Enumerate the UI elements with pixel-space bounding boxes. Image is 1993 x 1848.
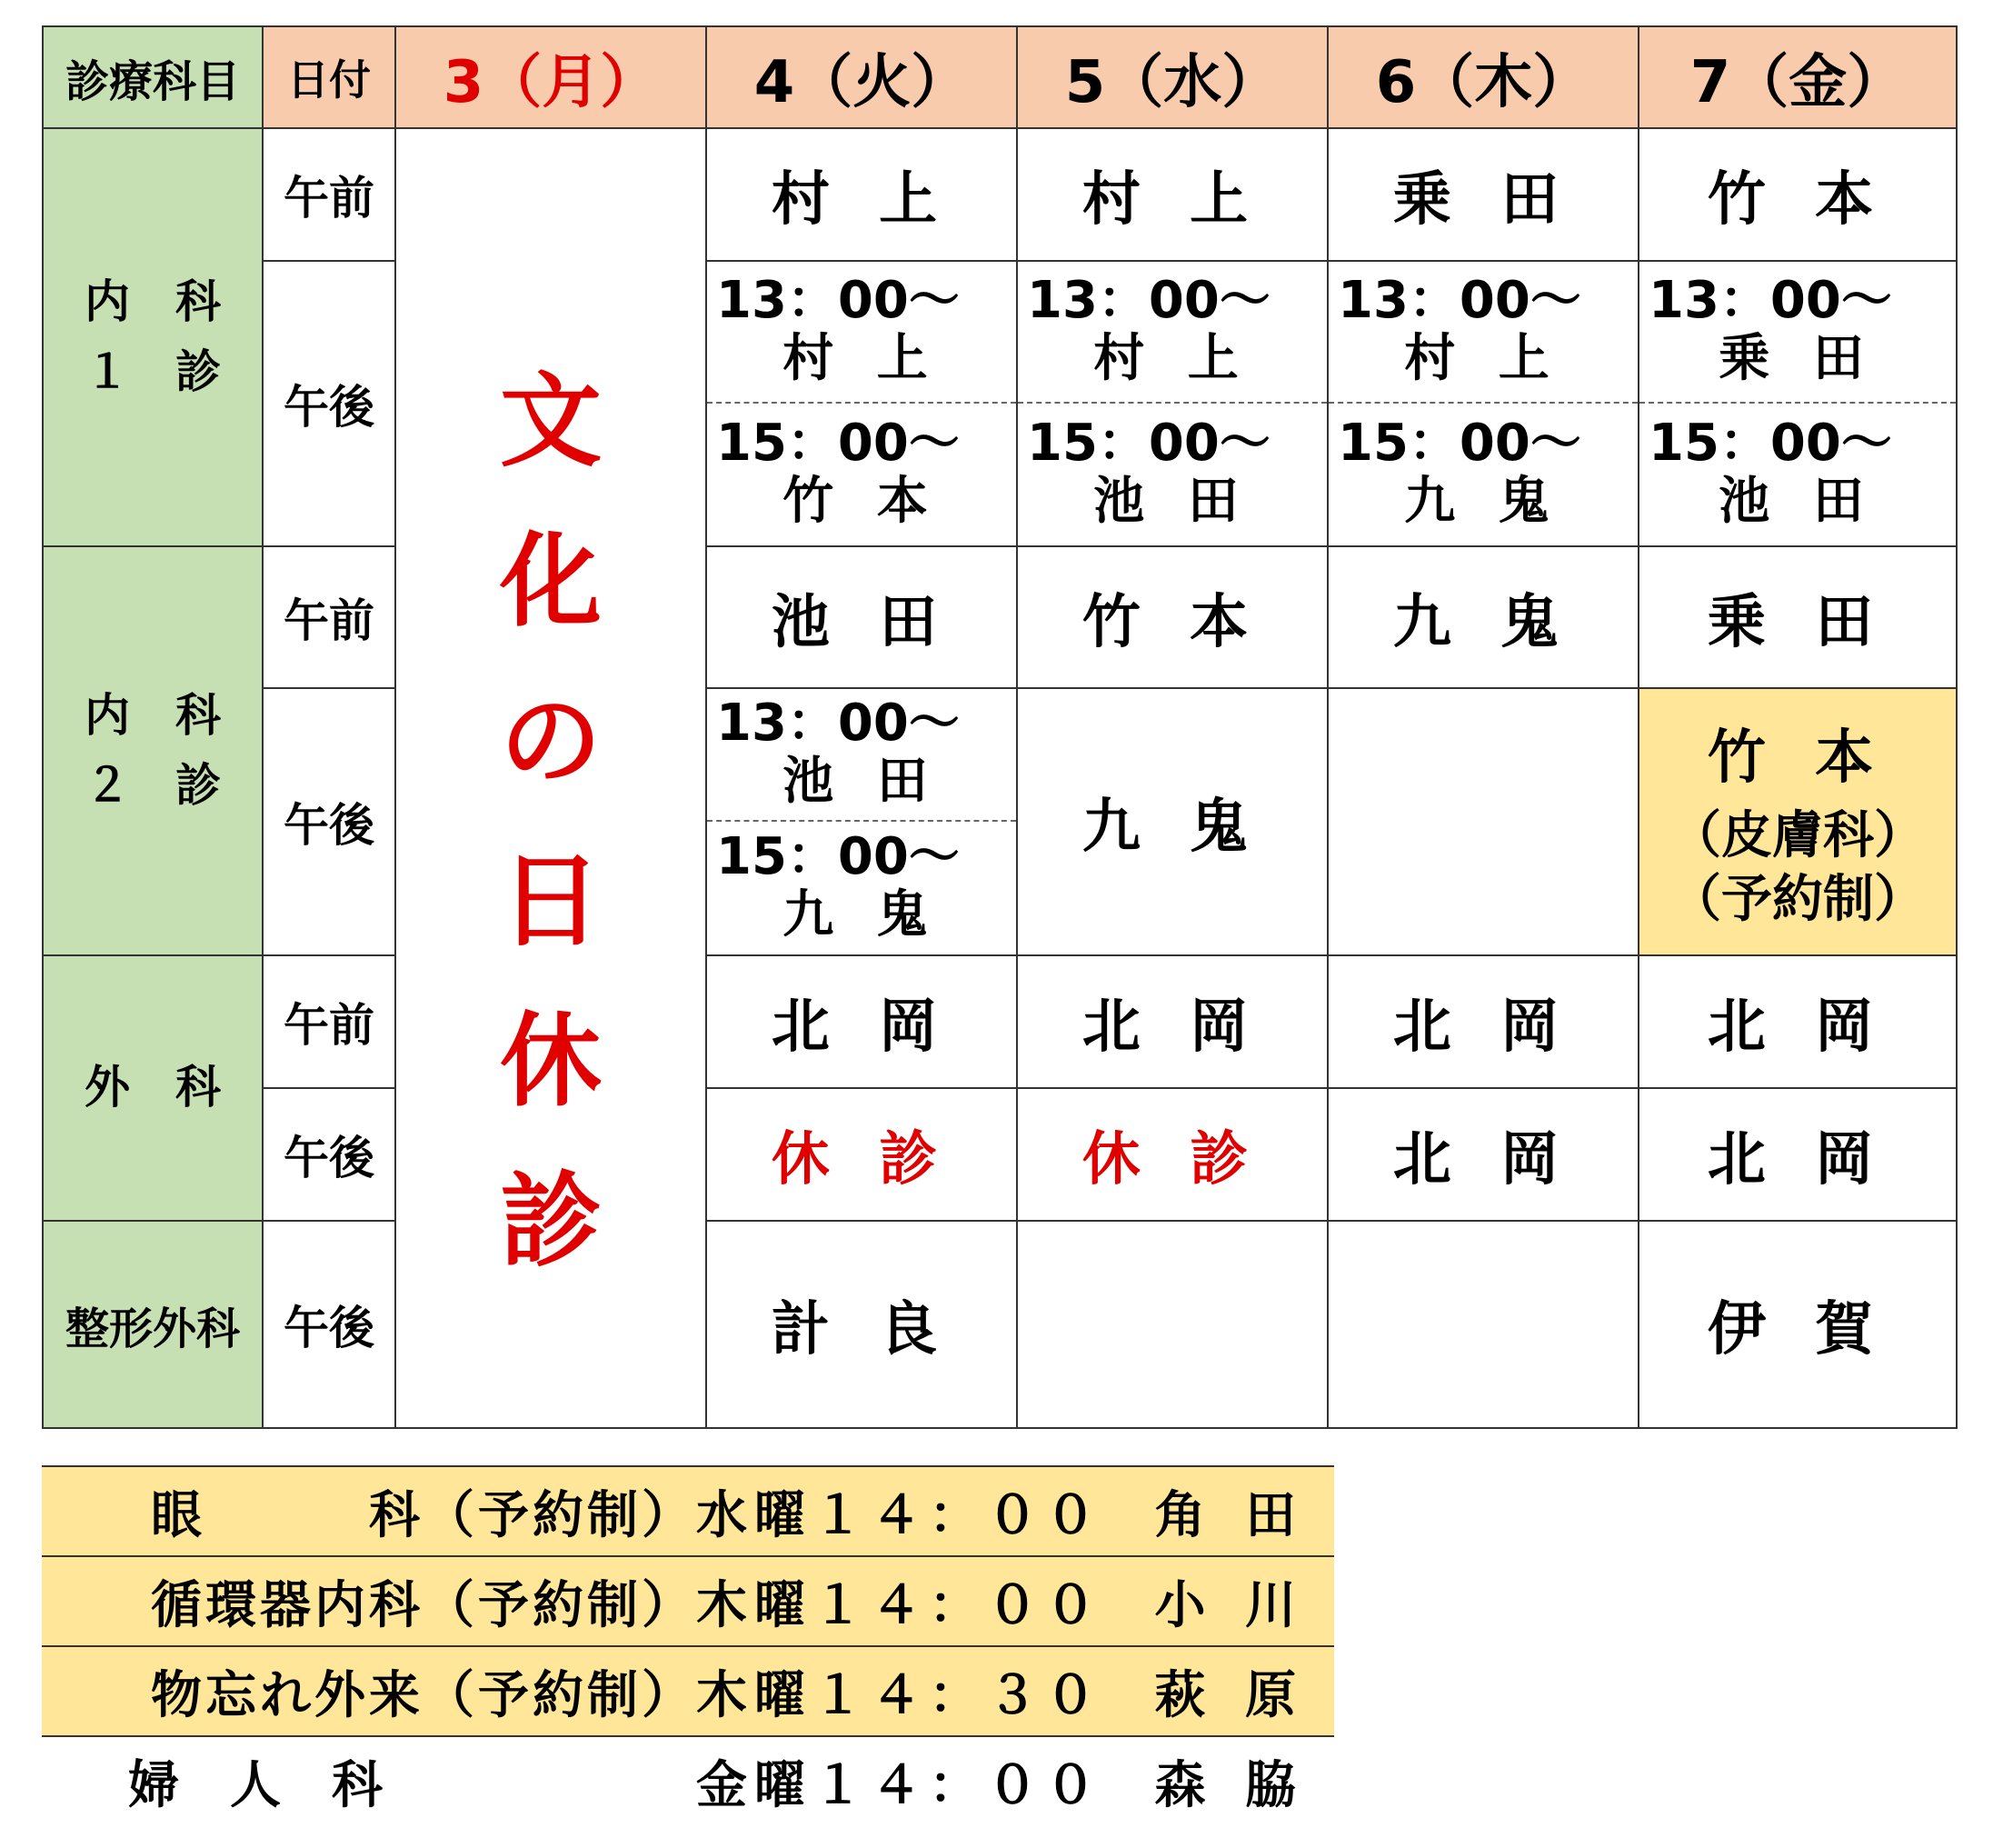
doctor-cell: 乗 田 [1639, 546, 1957, 688]
period-pm: 午後 [263, 261, 395, 546]
day-header-wed: 5（水） [1017, 26, 1328, 128]
naika1-label [43, 128, 263, 546]
doctor-cell: 九 鬼 [1017, 688, 1328, 955]
doctor-cell: 北 岡 [1639, 1088, 1957, 1221]
naika2-label [43, 546, 263, 955]
doctor-cell: 村 上 [706, 128, 1017, 261]
doctor-cell: 北 岡 [1639, 955, 1957, 1088]
dept-header: 診療科目 [43, 26, 263, 128]
extra-dept: 物忘れ外来（予約制） [42, 1646, 696, 1736]
holiday-char: 診 [500, 1163, 602, 1281]
extra-row [42, 1556, 1334, 1646]
day-header-tue: 4（火） [706, 26, 1017, 128]
naika1-label-line2: １ 診 [85, 345, 221, 398]
extra-row [42, 1646, 1334, 1736]
geka-am-row [43, 955, 1957, 1088]
period-pm: 午後 [263, 688, 395, 955]
doctor-cell: 北 岡 [1017, 955, 1328, 1088]
holiday-char: の [500, 683, 602, 801]
pm-split-cell [706, 688, 1017, 955]
extra-doctor: 森 脇 [1154, 1755, 1307, 1815]
holiday-cell [395, 128, 706, 1428]
day-header-fri: 7（金） [1639, 26, 1957, 128]
dermatology-cell [1639, 688, 1957, 955]
extra-doctor: 角 田 [1123, 1466, 1334, 1556]
period-am: 午前 [263, 955, 395, 1088]
naika2-label-line1: 内 科 [85, 688, 221, 742]
extra-time: 金曜１４：００ [696, 1755, 1103, 1815]
doctor-cell: 村 上 [1017, 128, 1328, 261]
period-pm: 午後 [263, 1221, 395, 1428]
extra-doctor: 萩 原 [1123, 1646, 1334, 1736]
slot-time: 13：00～ [1338, 271, 1581, 330]
doctor-cell: 竹 本 [1639, 128, 1957, 261]
holiday-char: 化 [500, 523, 602, 641]
seikei-label: 整形外科 [43, 1221, 263, 1428]
doctor-cell-empty [1328, 1221, 1639, 1428]
closed-cell: 休 診 [706, 1088, 1017, 1221]
slot-doctor: 村 上 [1404, 328, 1562, 388]
doctor-cell: 池 田 [706, 546, 1017, 688]
naika2-am-row [43, 546, 1957, 688]
day-header-mon: 3（月） [395, 26, 706, 128]
naika2-pm-row [43, 688, 1957, 955]
period-am: 午前 [263, 128, 395, 261]
doctor-cell: 九 鬼 [1328, 546, 1639, 688]
extra-row [42, 1466, 1334, 1556]
slot-doctor: 村 上 [782, 328, 941, 388]
slot-doctor: 九 鬼 [782, 884, 941, 944]
slot-doctor: 池 田 [1093, 471, 1251, 531]
doctor-cell-empty [1017, 1221, 1328, 1428]
extra-doctor: 小 川 [1123, 1556, 1334, 1646]
naika1-label-line1: 内 科 [85, 275, 221, 328]
slot-doctor: 村 上 [1093, 328, 1251, 388]
extra-dept: 循環器内科（予約制） [42, 1556, 696, 1646]
slot-time: 13：00～ [1027, 271, 1271, 330]
slot-time: 15：00～ [1338, 414, 1581, 473]
naika2-label-line2: ２ 診 [85, 759, 221, 812]
doctor-cell: 乗 田 [1328, 128, 1639, 261]
slot-doctor: 乗 田 [1719, 328, 1877, 388]
slot-time: 15：00～ [716, 827, 960, 886]
slot-time: 15：00～ [1027, 414, 1271, 473]
doctor-cell: 計 良 [706, 1221, 1017, 1428]
extra-time: 木曜１４：３０ [696, 1646, 1123, 1736]
slot-time: 15：00～ [716, 414, 960, 473]
doctor-cell: 竹 本 [1017, 546, 1328, 688]
holiday-char: 文 [500, 363, 602, 481]
period-am: 午前 [263, 546, 395, 688]
slot-time: 13：00～ [716, 694, 960, 753]
date-header: 日付 [263, 26, 395, 128]
reservation-note: （予約制） [1670, 870, 1925, 930]
pm-split-cell [1639, 261, 1957, 546]
slot-doctor: 竹 本 [782, 471, 941, 531]
naika1-am-row [43, 128, 1957, 261]
doctor-cell-empty [1328, 688, 1639, 955]
extra-dept: 婦 人 科 [128, 1755, 383, 1815]
naika1-pm-row [43, 261, 1957, 546]
doctor-cell: 北 岡 [1328, 1088, 1639, 1221]
extra-time: 水曜１４：００ [696, 1466, 1123, 1556]
pm-split-cell [1017, 261, 1328, 546]
holiday-char: 日 [500, 843, 602, 961]
slot-time: 15：00～ [1649, 414, 1892, 473]
extra-time: 木曜１４：００ [696, 1556, 1123, 1646]
period-pm: 午後 [263, 1088, 395, 1221]
geka-label: 外 科 [43, 955, 263, 1221]
doctor-cell: 北 岡 [706, 955, 1017, 1088]
doctor-cell: 伊 賀 [1639, 1221, 1957, 1428]
dermatology-doctor: 竹 本 [1707, 724, 1888, 792]
extra-row [42, 1736, 1334, 1825]
geka-pm-row [43, 1088, 1957, 1221]
slot-doctor: 池 田 [782, 751, 941, 811]
pm-split-cell [706, 261, 1017, 546]
extra-clinics-table [42, 1465, 1334, 1825]
slot-time: 13：00～ [716, 271, 960, 330]
doctor-cell: 北 岡 [1328, 955, 1639, 1088]
slot-time: 13：00～ [1649, 271, 1892, 330]
clinic-schedule-table [42, 25, 1958, 1429]
holiday-char: 休 [500, 1003, 602, 1121]
header-row [43, 26, 1957, 128]
day-header-thu: 6（木） [1328, 26, 1639, 128]
dermatology-note: （皮膚科） [1670, 806, 1925, 866]
slot-doctor: 池 田 [1719, 471, 1877, 531]
seikei-pm-row [43, 1221, 1957, 1428]
slot-doctor: 九 鬼 [1404, 471, 1562, 531]
pm-split-cell [1328, 261, 1639, 546]
extra-dept: 眼 科（予約制） [42, 1466, 696, 1556]
closed-cell: 休 診 [1017, 1088, 1328, 1221]
